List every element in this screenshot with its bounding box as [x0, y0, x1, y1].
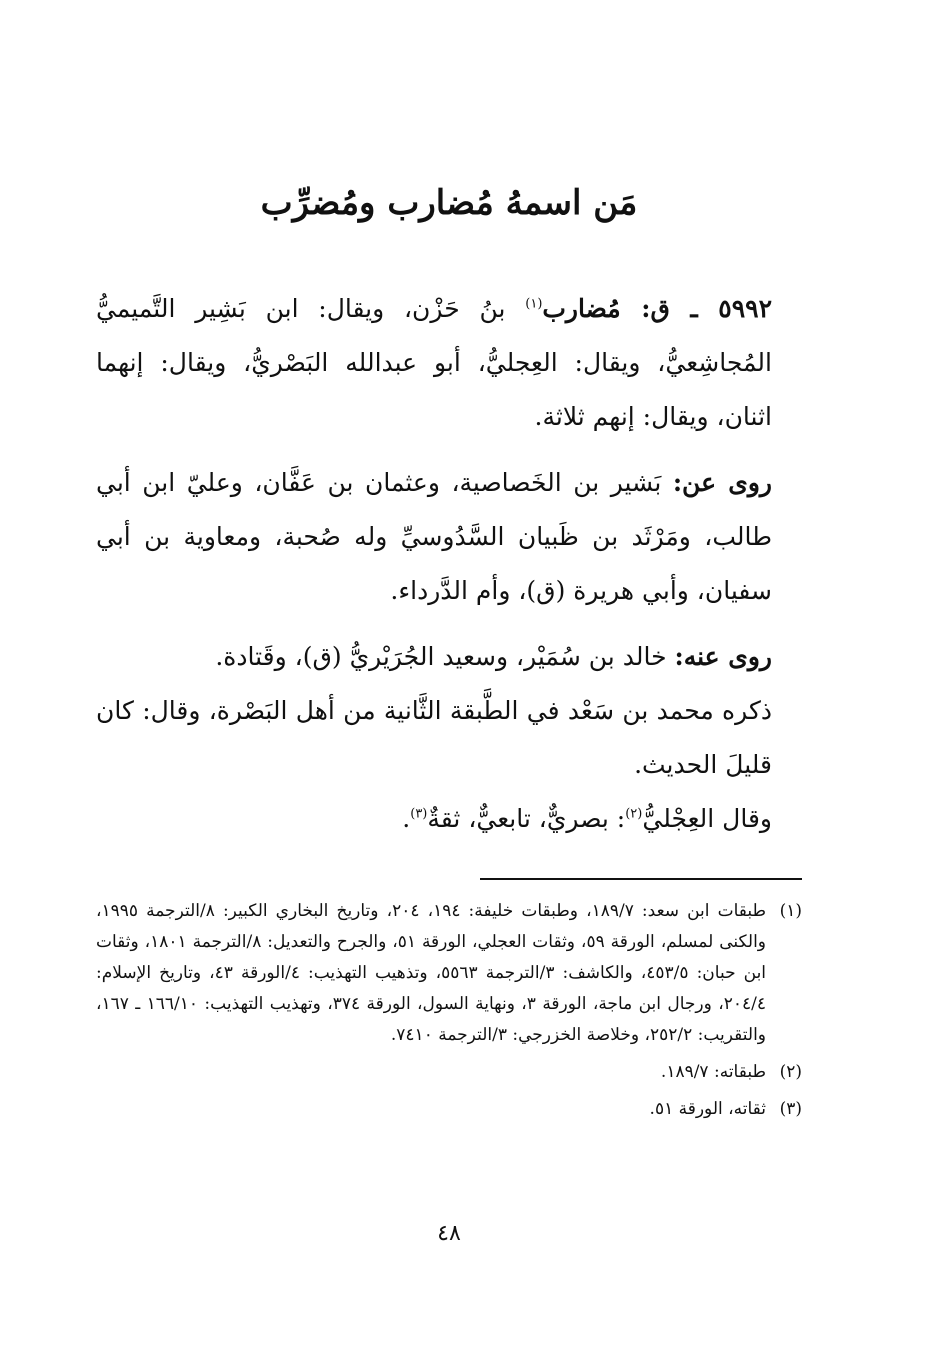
- ijli-text: : بصريٌّ، تابعيٌّ، ثقةٌ: [427, 804, 626, 833]
- footnote-text: طبقات ابن سعد: ١٨٩/٧، وطبقات خليفة: ١٩٤، ٢٠٤، وتاريخ البخاري الكبير: ٨/الترجمة ١٩٩٥، والكنى لمسلم، الورقة ٥٩، وثقات العجلي، الورقة ٥١، والجرح والتعديل: ٨/الترجمة ١٨٠١، وثقات ابن حبان: ٤٥٣/٥، والكاشف: ٣/الترجمة ٥٥٦٣، وتذهيب التهذيب: ٤/الورقة ٤٣، وتاريخ الإسلام: ٢٠٤/٤، ورجال ابن ماجة، الورقة ٣، ونهاية السول، الورقة ٣٧٤، وتهذيب التهذيب: ١٦٦/١٠ ـ ١٦٧، والتقريب: ٢٥٢/٢، وخلاصة الخزرجي: ٣/الترجمة ٧٤١٠.: [96, 901, 767, 1045]
- footnote-item: [96, 896, 802, 1051]
- footnote-number: (١): [779, 901, 802, 921]
- footnote-text: ثقاته، الورقة ٥١.: [649, 1099, 766, 1119]
- entry-intro-text: بنُ حَزْن، ويقال: ابن بَشِير التَّميميُّ المُجاشِعيُّ، ويقال: العِجليُّ، أبو عبدالله البَصْريُّ، ويقال: إنهما اثنان، ويقال: إنهم ثلاثة.: [96, 294, 772, 431]
- footnote-number: (٣): [779, 1099, 802, 1119]
- footnote-text: طبقاته: ١٨٩/٧.: [660, 1062, 766, 1082]
- chapter-title: مَن اسمهُ مُضارب ومُضرِّب: [260, 182, 638, 223]
- footnote-separator: [480, 878, 802, 880]
- ibn-saad-paragraph: ذكره محمد بن سَعْد في الطَّبقة الثَّانية من أهل البَصْرة، وقال: كان قليلَ الحديث.: [96, 696, 772, 779]
- entry-intro-paragraph: [96, 282, 802, 444]
- footnote-ref-2: (٢): [625, 806, 643, 822]
- footnote-ref-3: (٣): [410, 806, 428, 822]
- entry-number-and-name: ٥٩٩٢ ـ ق: مُضارب: [542, 294, 773, 323]
- ijli-lead: وقال العِجْليُّ: [642, 804, 772, 833]
- narrated-from-text: بَشير بن الخَصاصية، وعثمان بن عَفَّان، وعليّ ابن أبي طالب، ومَرْثَد بن ظَبيان السَّدُوسيِّ وله صُحبة، ومعاوية بن أبي سفيان، وأبي هريرة (ق)، وأم الدَّرداء.: [96, 468, 772, 605]
- footnote-item: [96, 1094, 802, 1125]
- narrated-by-paragraph: [96, 630, 802, 684]
- footnote-number: (٢): [779, 1062, 802, 1082]
- book-page: [96, 0, 802, 1351]
- narrated-by-label: روى عنه:: [674, 642, 772, 671]
- page-number: ٤٨: [437, 1221, 461, 1246]
- narrated-from-label: روى عن:: [672, 468, 772, 497]
- footnote-item: [96, 1057, 802, 1088]
- narrated-from-paragraph: [96, 456, 802, 618]
- footnotes: [96, 896, 802, 1131]
- footnote-ref-1: (١): [525, 296, 543, 312]
- biography-entry: [96, 282, 802, 846]
- narrated-by-text: خالد بن سُمَيْر، وسعيد الجُرَيْريُّ (ق)، وقَتادة.: [215, 642, 675, 671]
- ijli-paragraph: [96, 792, 802, 846]
- ijli-end: .: [402, 804, 411, 833]
